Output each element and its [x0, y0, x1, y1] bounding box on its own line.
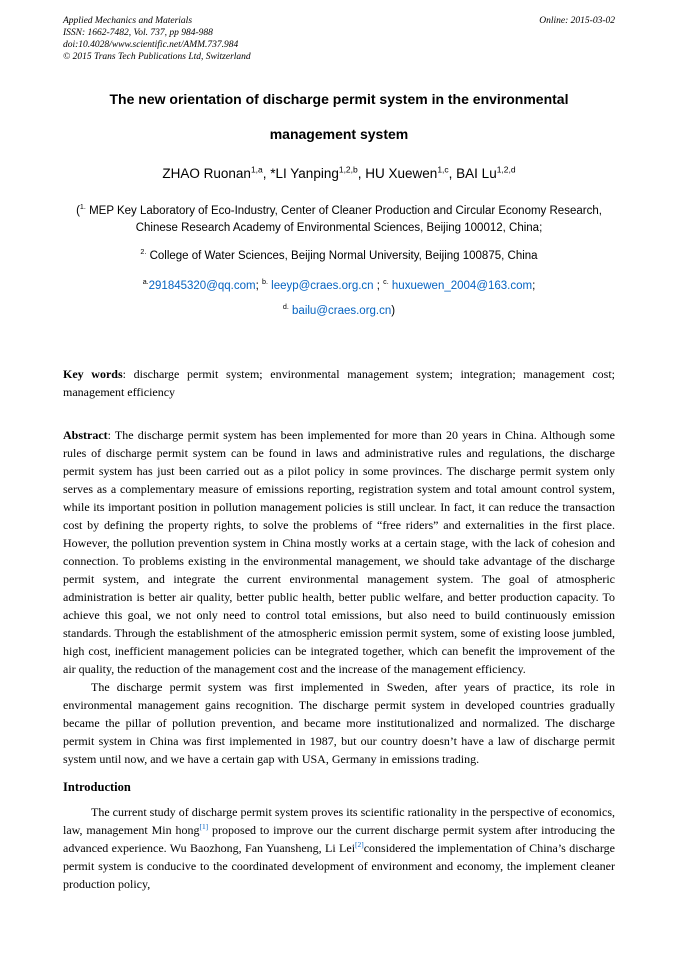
- online-date: Online: 2015-03-02: [539, 16, 615, 26]
- journal-info-block: [63, 15, 251, 63]
- author-name-4: BAI Lu: [456, 166, 497, 181]
- paper-title-line-2: management system: [269, 126, 409, 142]
- keywords-text: : discharge permit system; environmental management system; integration; management cost; management efficiency: [63, 366, 615, 399]
- paper-title: [63, 91, 615, 142]
- abstract-block: [63, 426, 615, 678]
- citation-ref-1[interactable]: [1]: [199, 821, 209, 831]
- paper-title-line-1: The new orientation of discharge permit system in the environmental: [109, 91, 569, 107]
- journal-issn-line: ISSN: 1662-7482, Vol. 737, pp 984-988: [63, 28, 213, 38]
- keywords-block: [63, 365, 615, 402]
- email-link-b[interactable]: leeyp@craes.org.cn: [267, 279, 374, 292]
- introduction-text-2: proposed to improve our the current discharge permit system after introducing the advanced experience. Wu Baozhong, Fan Yuansheng, Li Lei: [63, 822, 615, 855]
- introduction-text-1: The current study of discharge permit system proves its scientific rationality in the perspective of economics, law, management Min hong: [63, 804, 615, 837]
- citation-ref-2[interactable]: [2]: [355, 839, 364, 849]
- author-emails-line-2: [63, 303, 615, 320]
- email-separator: ;: [373, 279, 384, 292]
- affiliation-1-text: MEP Key Laboratory of Eco-Industry, Center of Cleaner Production and Circular Economy Research, Chinese Research Academy of Environmental Sciences, Beijing 100012, China;: [85, 205, 602, 234]
- email-sup-b: b.: [261, 277, 268, 286]
- affiliation-2: [63, 248, 615, 265]
- section-heading-introduction: Introduction: [63, 779, 131, 794]
- abstract-label: Abstract: [63, 427, 108, 442]
- email-sup-c: c.: [383, 277, 389, 286]
- abstract-text: : The discharge permit system has been implemented for more than 20 years in China. Although some rules of discharge permit system can be found in laws and administrative rules and regulations, the discharge permit system has just been carried out as a pilot policy in some provinces. The discharge permit system only serves as a complementary measure of emissions reporting, registration system and total amount control system, while its important position in pollution management policies is still unclear. In fact, it can reduce the transaction cost by defining the property rights, to solve the problems of “free riders” and externalities in the first place. However, the pollution prevention system in China mostly works at a certain stage, with the lack of cohesion and connection. To problems existing in the environmental management, we should take advantage of the discharge permit system, and integrate the current environmental management system. The goal of atmospheric administration is better air quality, better public health, better public welfare, and better production capacity. To achieve this goal, we not only need to control total emissions, but also need to build continuously emission standards. Through the establishment of the atmospheric emission permit system, some of existing loose jumbled, high cost, inefficient management policies can be integrated together, which can benefit the improvement of the air quality, the reduction of the management cost and the increase of the management efficiency.: [63, 427, 615, 676]
- author-affil-sup-4: 1,2,d: [496, 164, 516, 175]
- author-name-3: HU Xuewen: [365, 166, 438, 181]
- email-link-d[interactable]: bailu@craes.org.cn: [288, 305, 392, 317]
- author-emails-line-1: [63, 278, 615, 295]
- journal-copyright-line: © 2015 Trans Tech Publications Ltd, Switzerland: [63, 52, 251, 62]
- affiliation-1-sup: 1.: [79, 203, 86, 212]
- affiliation-2-sup: 2.: [140, 248, 147, 257]
- author-affil-sup-1: 1,a: [250, 164, 263, 175]
- email-sup-d: d.: [282, 303, 289, 312]
- email-separator: ;: [532, 279, 536, 292]
- introduction-paragraph: [63, 803, 615, 893]
- email-close-paren: ): [391, 305, 396, 317]
- author-name-1: ZHAO Ruonan: [162, 166, 251, 181]
- email-separator: ;: [255, 279, 262, 292]
- abstract-paragraph-2: The discharge permit system was first implemented in Sweden, after years of practice, its role in environmental management gains recognition. The discharge permit system in developed countries gradually became the pillar of pollution prevention, and became more institutionalized and normalized. The discharge permit system in China was first implemented in 1987, but our country doesn’t have a law of discharge permit system until now, and we have a certain gap with USA, Germany in emissions trading.: [63, 679, 615, 766]
- authors-line: [63, 166, 615, 181]
- email-sup-a: a.: [142, 277, 149, 286]
- journal-doi-line: doi:10.4028/www.scientific.net/AMM.737.984: [63, 40, 239, 50]
- author-separator: , *: [262, 166, 276, 181]
- author-affil-sup-3: 1,c: [437, 164, 449, 175]
- keywords-label: Key words: [63, 366, 123, 381]
- author-affil-sup-2: 1,2,b: [338, 164, 358, 175]
- affiliation-1-paren: (: [76, 205, 80, 217]
- email-link-a[interactable]: 291845320@qq.com: [148, 279, 256, 292]
- journal-header: [63, 15, 615, 63]
- introduction-text-3: considered the implementation of China’s discharge permit system is conducive to the coordinated development of environment and economy, the implement cleaner production policy,: [63, 840, 615, 891]
- email-link-c[interactable]: huxuewen_2004@163.com: [388, 279, 533, 292]
- affiliation-2-text: College of Water Sciences, Beijing Normal University, Beijing 100875, China: [146, 250, 538, 262]
- author-name-2: LI Yanping: [275, 166, 339, 181]
- journal-title: Applied Mechanics and Materials: [63, 16, 193, 26]
- author-separator: ,: [357, 166, 366, 181]
- affiliation-1: [63, 203, 615, 236]
- author-separator: ,: [448, 166, 457, 181]
